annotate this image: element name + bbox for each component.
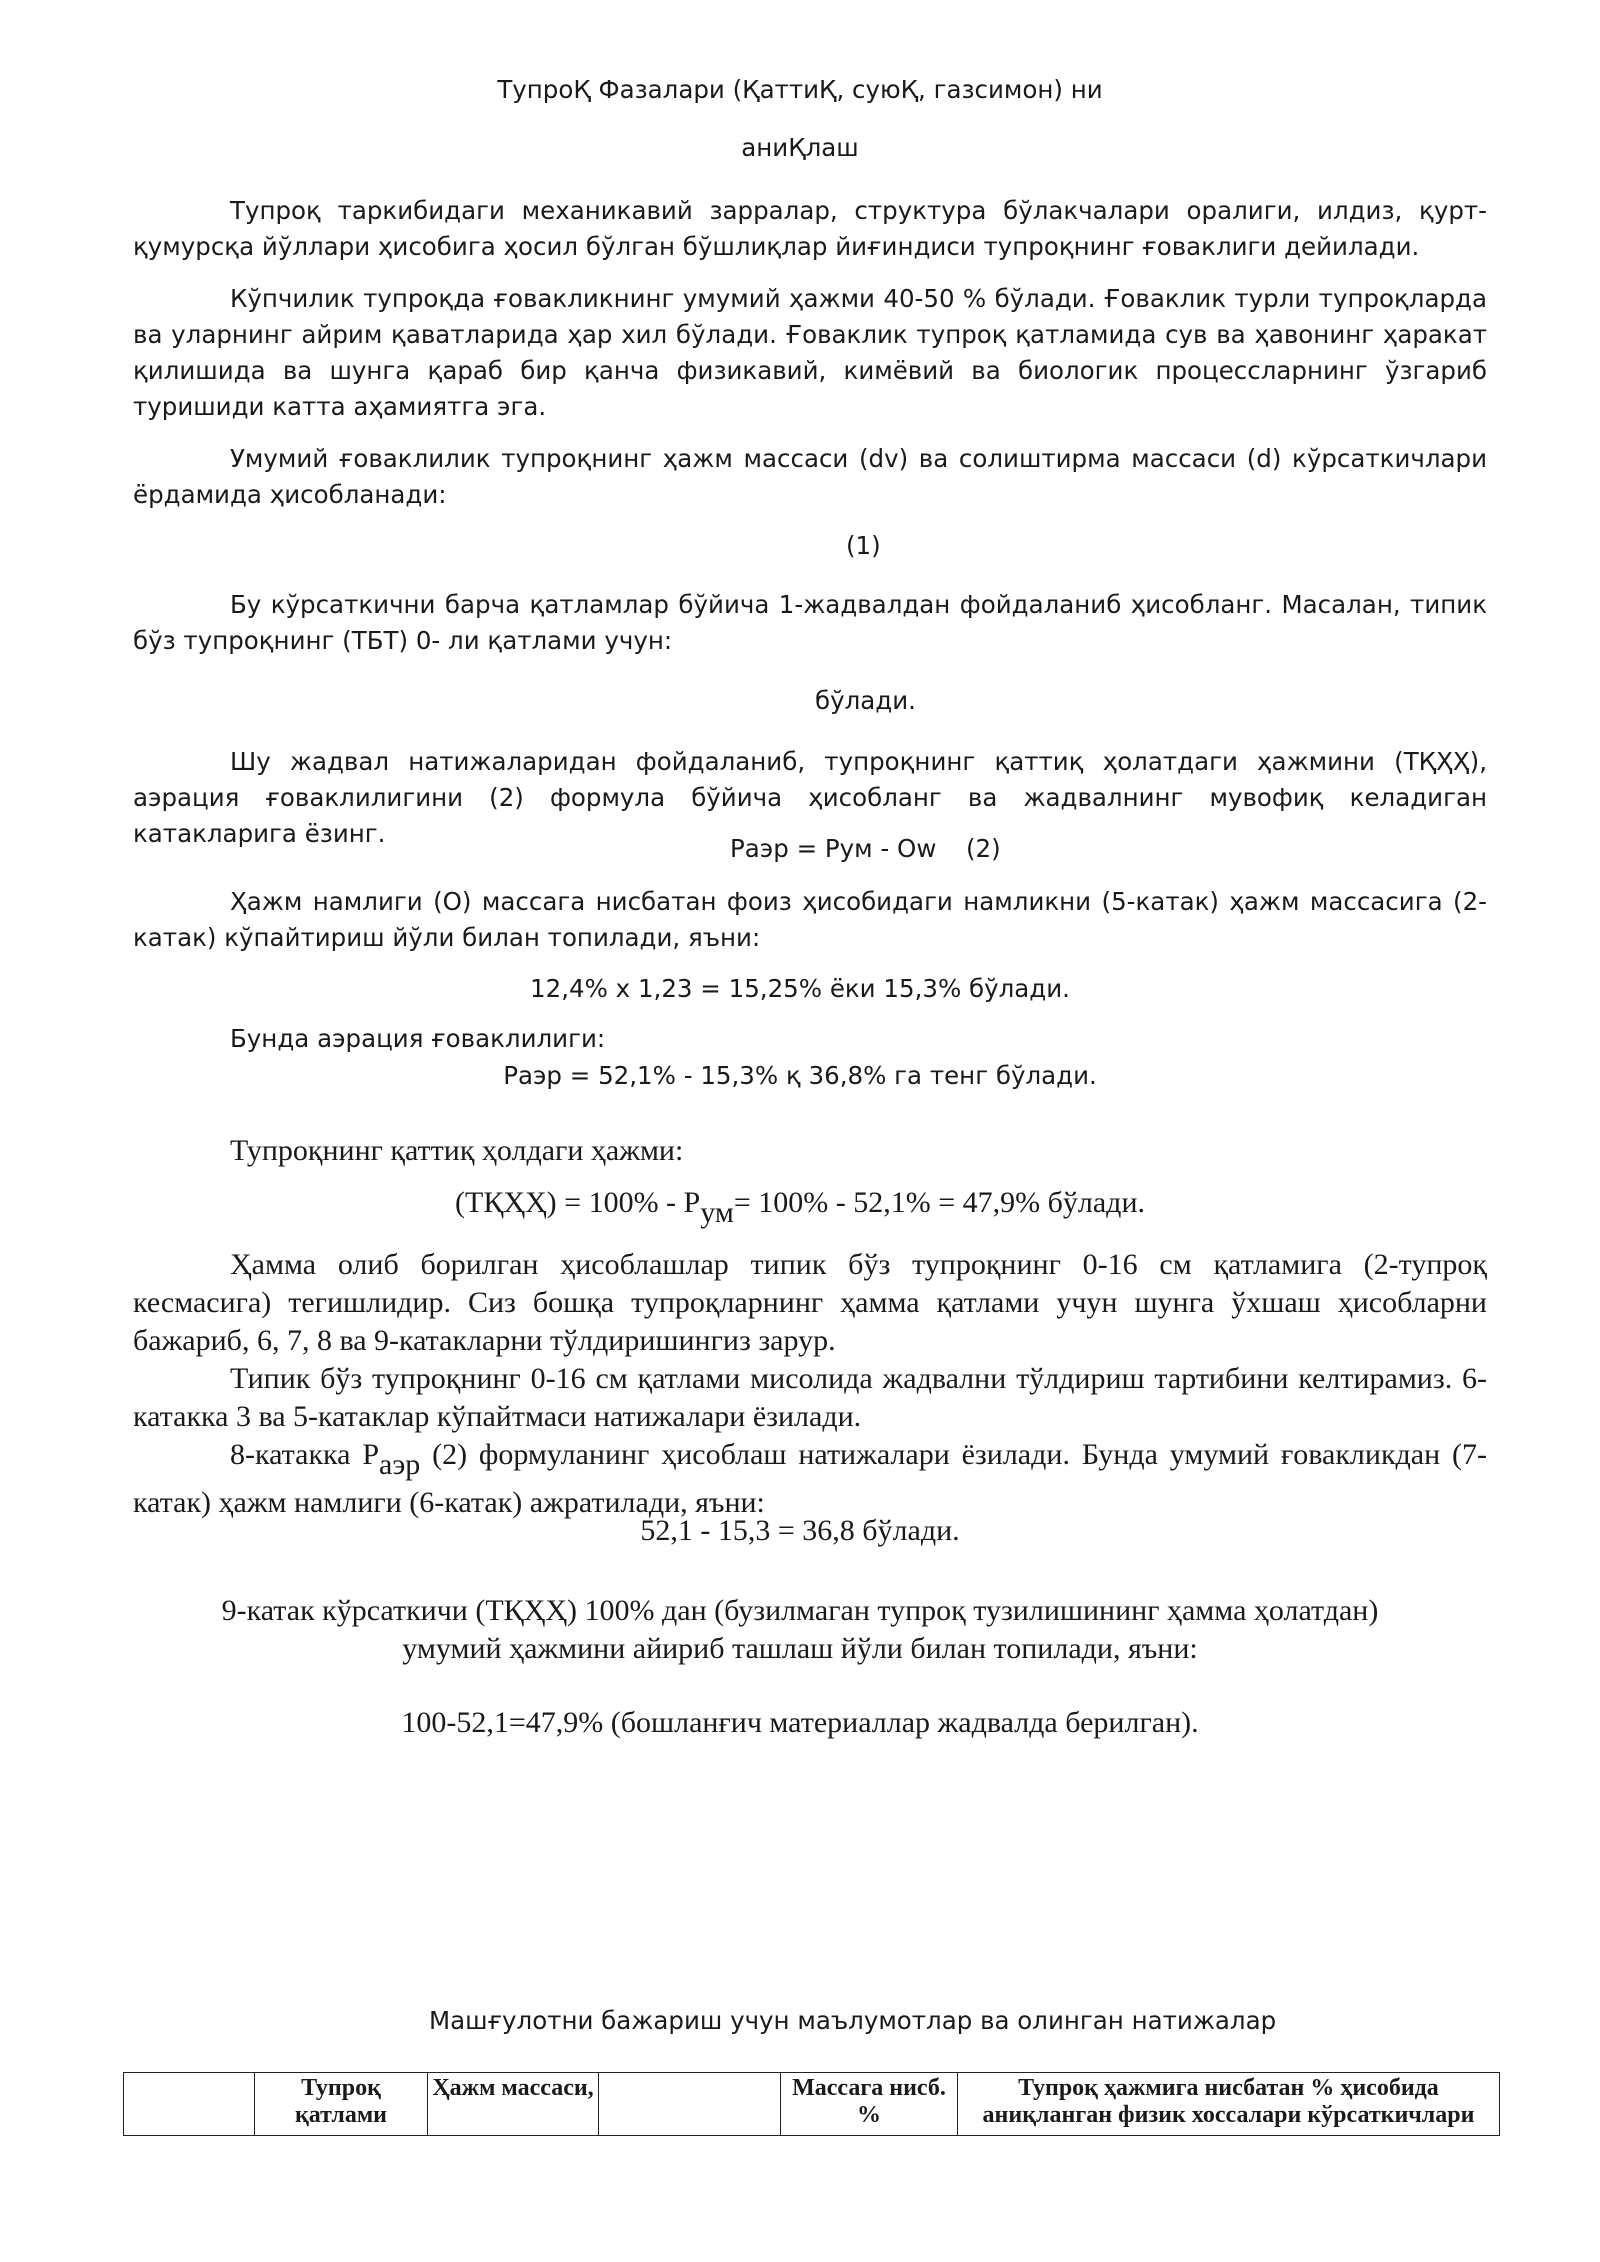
- paragraph-aeration-instructions: Шу жадвал натижаларидан фойдаланиб, тупроқнинг қаттиқ ҳолатдаги ҳажмини (ТҚҲҲ), аэрация ғоваклилигини (2) формула бўйича ҳисобланг ва жадвалнинг мувофиқ келадиган катакларига ёзинг.: [133, 747, 1487, 848]
- paragraph-calculate-layers: Бу кўрсаткични барча қатламлар бўйича 1-жадвалдан фойдаланиб ҳисобланг. Масалан, типик бўз тупроқнинг (ТБТ) 0- ли қатлами учун:: [133, 590, 1487, 655]
- formula-number-1: (1): [846, 531, 881, 560]
- table-header-cell: [599, 2073, 781, 2136]
- paragraph-fill-table-order: Типик бўз тупроқнинг 0-16 см қатлами мисолида жадвални тўлдириш тартибини келтирамиз. 6-катакка 3 ва 5-катаклар кўпайтмаси натижалари ёзилади.: [133, 1362, 1487, 1433]
- table-header-mass-percent: Массага нисб. %: [781, 2073, 958, 2136]
- calculation-aeration: Раэр = 52,1% - 15,3% қ 36,8% га тенг бўлади.: [503, 1061, 1097, 1090]
- table-header-row: [124, 2073, 1500, 2136]
- calculation-solid-phase: 100-52,1=47,9% (бошланғич материаллар жадвалда берилган).: [401, 1706, 1199, 1739]
- formula-aeration: Раэр = Рум - Ow: [730, 834, 937, 863]
- paragraph-total-porosity: Умумий ғоваклилик тупроқнинг ҳажм массаси (dv) ва солиштирма массаси (d) кўрсаткичлари ёрдамида ҳисобланади:: [133, 444, 1487, 509]
- paragraph-result-text: бўлади.: [815, 686, 916, 715]
- table-header-physical-properties: Тупроқ ҳажмига нисбатан % ҳисобида аниқланган физик хоссалари кўрсаткичлари: [958, 2073, 1500, 2136]
- paragraph-volume-moisture: Ҳажм намлиги (О) массага нисбатан фоиз ҳисобидаги намликни (5-катак) ҳажм массасига (2-катак) кўпайтириш йўли билан топилади, яъни:: [133, 887, 1487, 952]
- paragraph-cell-8: 8-катакка $Р_{аэр}$ (2) формуланинг ҳисоблаш натижалари ёзилади. Бунда умумий ғовакликдан (7-катак) ҳажм намлиги (6-катак) ажратилади, яъни:: [133, 1438, 1487, 1519]
- table-header-cell: [124, 2073, 255, 2136]
- table-header-soil-layer: Тупроқ қатлами: [255, 2073, 428, 2136]
- document-title: ТупроҚ Фазалари (ҚаттиҚ, суюҚ, газсимон) ни: [497, 75, 1103, 104]
- paragraph-aeration-label: Бунда аэрация ғоваклилиги:: [230, 1024, 606, 1053]
- paragraph-porosity-definition: Тупроқ таркибидаги механикавий зарралар, структура бўлакчалари оралиги, илдиз, қурт-қумурсқа йўллари ҳисобига ҳосил бўлган бўшлиқлар йиғиндиси тупроқнинг ғоваклиги дейилади.: [133, 196, 1487, 261]
- table-caption: Машғулотни бажариш учун маълумотлар ва олинган натижалар: [429, 2006, 1277, 2035]
- formula-number-2: (2): [966, 834, 1001, 863]
- calculation-volume-moisture: 12,4% х 1,23 = 15,25% ёки 15,3% бўлади.: [530, 974, 1070, 1003]
- paragraph-cell-9-line-1: 9-катак кўрсаткичи (ТҚҲҲ) 100% дан (бузилмаган тупроқ тузилишининг ҳамма ҳолатдан): [221, 1594, 1379, 1627]
- paragraph-porosity-volume: Кўпчилик тупроқда ғовакликнинг умумий ҳажми 40-50 % бўлади. Ғоваклик турли тупроқларда ва уларнинг айрим қаватларида ҳар хил бўлади. Ғоваклик тупроқ қатламида сув ва ҳавонинг ҳаракат қилишида ва шунга қараб бир қанча физикавий, кимёвий ва биологик процессларнинг ўзгариб туришиди катта аҳамиятга эга.: [133, 284, 1487, 421]
- results-table: [123, 2072, 1500, 2136]
- paragraph-calculations-scope: Ҳамма олиб борилган ҳисоблашлар типик бўз тупроқнинг 0-16 см қатламига (2-тупроқ кесмасига) тегишлидир. Сиз бошқа тупроқларнинг ҳамма қатлами учун шунга ўхшаш ҳисобларни бажариб, 6, 7, 8 ва 9-катакларни тўлдиришингиз зарур.: [133, 1248, 1487, 1357]
- document-title-continued: аниҚлаш: [741, 133, 859, 162]
- calculation-solid-volume: (ТҚҲҲ) = $100\% - Р_{ум}= 100\% - 52,1\% = 47,9\%$ бўлади.: [455, 1186, 1145, 1229]
- calculation-aeration-porosity: 52,1 - 15,3 = 36,8 бўлади.: [640, 1514, 960, 1547]
- table-header-bulk-density: Ҳажм массаси,: [428, 2073, 599, 2136]
- paragraph-cell-9-line-2: умумий ҳажмини айириб ташлаш йўли билан топилади, яъни:: [402, 1632, 1198, 1665]
- paragraph-solid-volume-label: Тупроқнинг қаттиқ ҳолдаги ҳажми:: [230, 1134, 684, 1167]
